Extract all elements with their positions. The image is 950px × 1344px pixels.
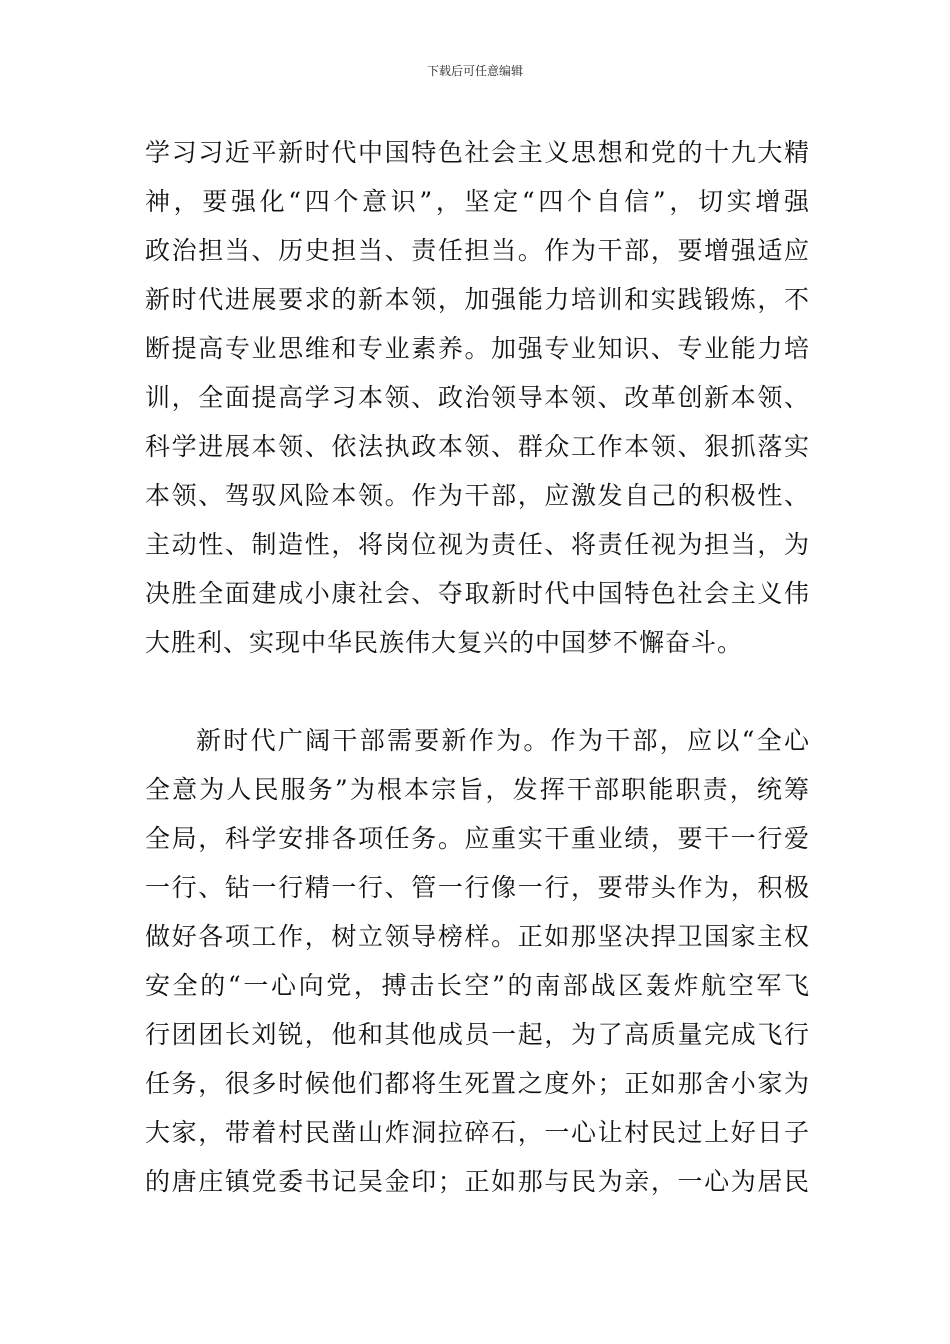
- text-line: 新时代进展要求的新本领，加强能力培训和实践锻炼，不: [145, 285, 810, 314]
- text-line: 全意为人民服务”为根本宗旨，发挥干部职能职责，统筹: [145, 775, 810, 804]
- text-line: 大家，带着村民凿山炸洞拉碎石，一心让村民过上好日子: [145, 1118, 810, 1147]
- paragraph-gap: [145, 667, 810, 716]
- text-line: 科学进展本领、依法执政本领、群众工作本领、狠抓落实: [145, 432, 810, 461]
- text-line: 学习习近平新时代中国特色社会主义思想和党的十九大精: [145, 138, 810, 167]
- text-line: 本领、驾驭风险本领。作为干部，应激发自己的积极性、: [145, 481, 810, 510]
- paragraph-1: [145, 128, 810, 667]
- text-line: 决胜全面建成小康社会、夺取新时代中国特色社会主义伟: [145, 579, 810, 608]
- text-line: 行团团长刘锐，他和其他成员一起，为了高质量完成飞行: [145, 1020, 810, 1049]
- text-line: 断提高专业思维和专业素养。加强专业知识、专业能力培: [145, 334, 810, 363]
- text-line: 做好各项工作，树立领导榜样。正如那坚决捍卫国家主权: [145, 922, 810, 951]
- document-body: [145, 128, 810, 1206]
- text-line: 一行、钻一行精一行、管一行像一行，要带头作为，积极: [145, 873, 810, 902]
- paragraph-2: [145, 716, 810, 1206]
- page-header: 下载后可任意编辑: [426, 64, 523, 78]
- text-line: 训，全面提高学习本领、政治领导本领、改革创新本领、: [145, 383, 810, 412]
- text-line: 主动性、制造性，将岗位视为责任、将责任视为担当，为: [145, 530, 810, 559]
- text-line: 安全的“一心向党，搏击长空”的南部战区轰炸航空军飞: [145, 971, 810, 1000]
- text-line-first: 新时代广阔干部需要新作为。作为干部，应以“全心: [196, 726, 810, 755]
- text-line: 全局，科学安排各项任务。应重实干重业绩，要干一行爱: [145, 824, 810, 853]
- text-line: 神，要强化“四个意识”，坚定“四个自信”，切实增强: [145, 187, 810, 216]
- text-line: 大胜利、实现中华民族伟大复兴的中国梦不懈奋斗。: [145, 628, 744, 657]
- text-line: 政治担当、历史担当、责任担当。作为干部，要增强适应: [145, 236, 810, 265]
- text-line: 任务，很多时候他们都将生死置之度外；正如那舍小家为: [145, 1069, 810, 1098]
- text-line: 的唐庄镇党委书记吴金印；正如那与民为亲，一心为居民: [145, 1167, 810, 1196]
